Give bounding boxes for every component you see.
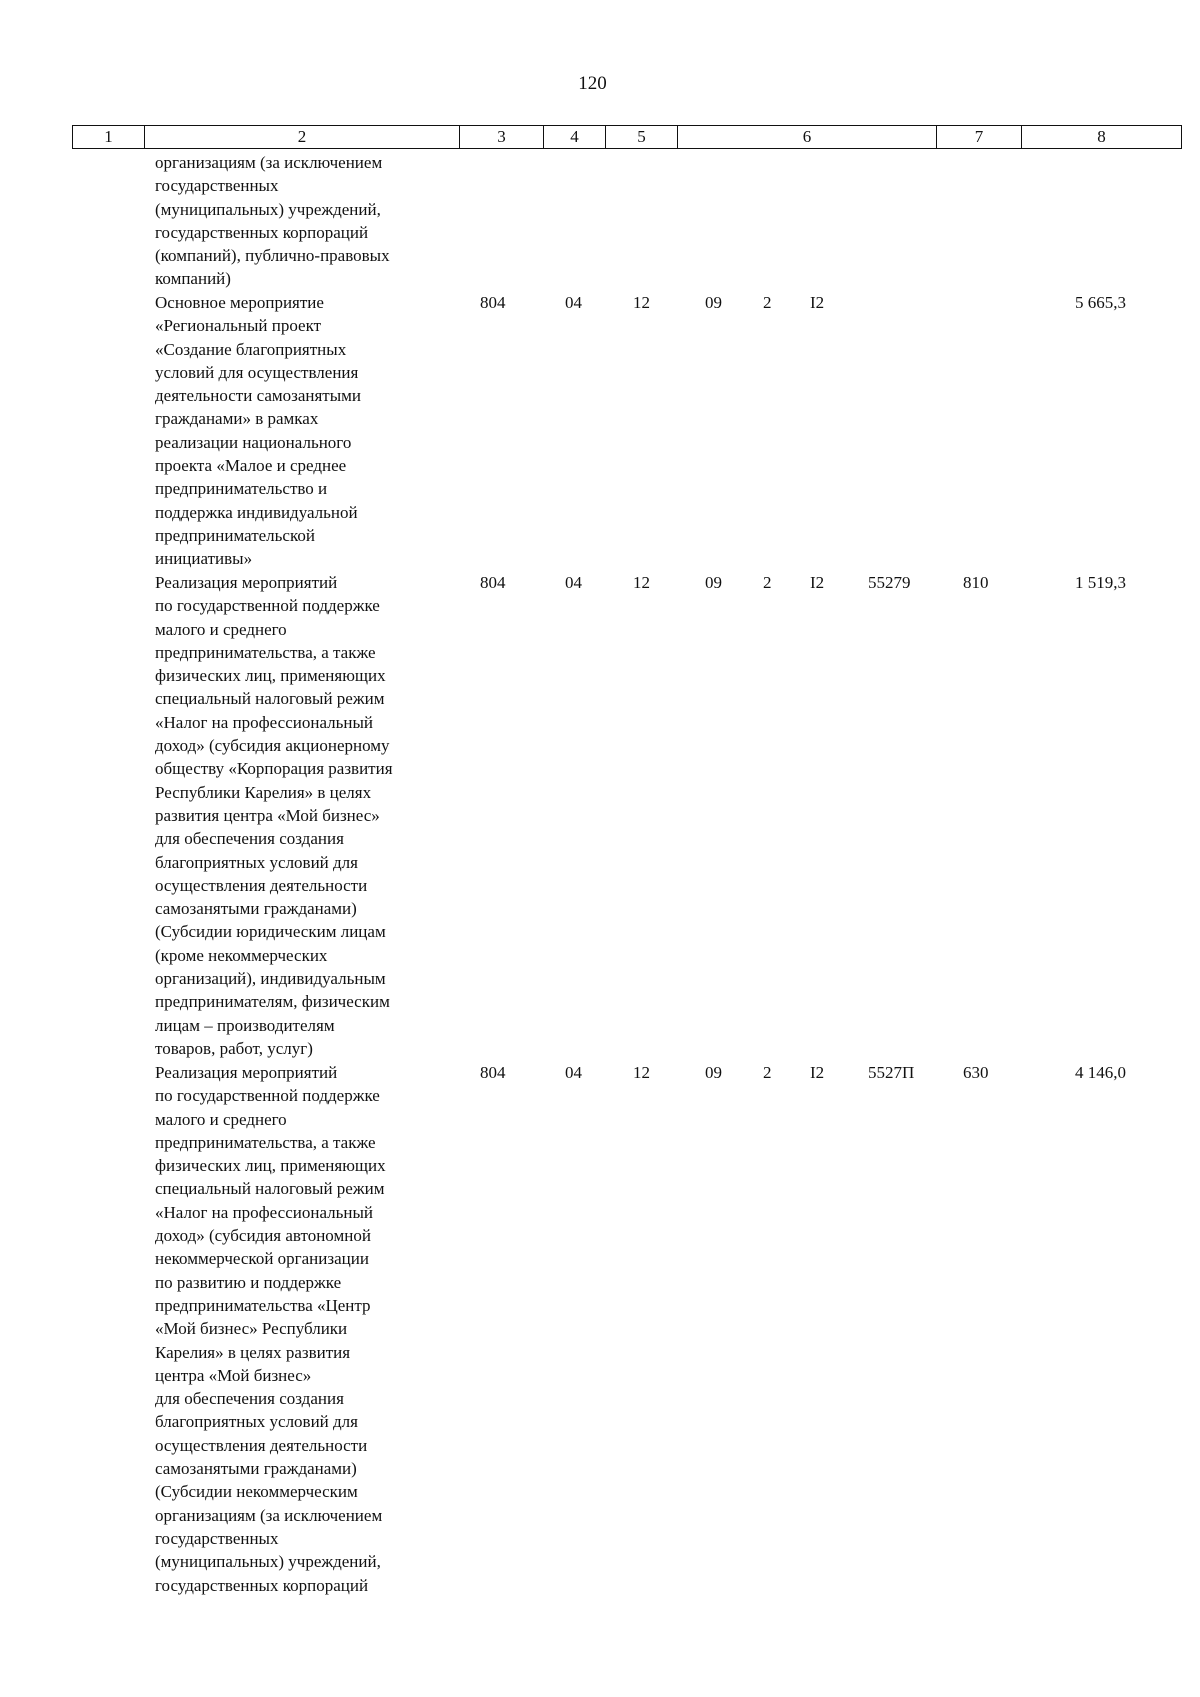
column-header-6: 6 — [677, 126, 936, 148]
section-code: 04 — [565, 573, 582, 592]
program-code: 09 — [705, 573, 722, 592]
subprogram-code: 2 — [763, 293, 772, 312]
ministry-code: 804 — [480, 573, 506, 592]
page-number: 120 — [578, 73, 607, 94]
column-header-5: 5 — [605, 126, 677, 148]
row-description: Основное мероприятие «Региональный проект «Создание благоприятных условий для осуществления деятельности самозанятыми гражданами» в рамках реализации национального проекта «Малое и среднее предпринимательство и поддержка индивидуальной предпринимательской инициативы» — [155, 293, 362, 569]
program-code: 09 — [705, 1063, 722, 1082]
row-description: Реализация мероприятий по государственной поддержке малого и среднего предпринимательства, а также физических лиц, применяющих специальный налоговый режим «Налог на профессиональный доход» (субсидия акционерному обществу «Корпорация развития Республики Карелия» в целях развития центра «Мой бизнес» для обеспечения создания благоприятных условий для осуществления деятельности самозанятыми гражданами) (Субсидии юридическим лицам (кроме некоммерческих организаций), индивидуальным предпринимателям, физическим лицам – производителям товаров, работ, услуг) — [155, 573, 393, 1058]
column-header-1: 1 — [104, 127, 113, 146]
event-code: I2 — [810, 573, 825, 592]
amount-value: 5 665,3 — [1075, 293, 1126, 312]
row-description: организациям (за исключением государственных (муниципальных) учреждений, государственных корпораций (компаний), публично-правовых компаний) — [155, 153, 390, 289]
column-header-3: 3 — [459, 126, 543, 148]
program-code: 09 — [705, 293, 722, 312]
direction-code: 5527П — [868, 1063, 915, 1082]
table-header-row — [72, 125, 1182, 149]
expense-type-code: 810 — [963, 573, 989, 592]
column-header-7: 7 — [936, 126, 1021, 148]
amount-value: 1 519,3 — [1075, 573, 1126, 592]
column-header-4: 4 — [543, 126, 605, 148]
subprogram-code: 2 — [763, 1063, 772, 1082]
amount-value: 4 146,0 — [1075, 1063, 1126, 1082]
event-code: I2 — [810, 1063, 825, 1082]
direction-code: 55279 — [868, 573, 911, 592]
expense-type-code: 630 — [963, 1063, 989, 1082]
subprogram-code: 2 — [763, 573, 772, 592]
subsection-code: 12 — [633, 1063, 650, 1082]
row-description: Реализация мероприятий по государственной поддержке малого и среднего предпринимательства, а также физических лиц, применяющих специальный налоговый режим «Налог на профессиональный доход» (субсидия автономной некоммерческой организации по развитию и поддержке предпринимательства «Центр «Мой бизнес» Республики Карелия» в целях развития центра «Мой бизнес» для обеспечения создания благоприятных условий для осуществления деятельности самозанятыми гражданами) (Субсидии некоммерческим организациям (за исключением государственных (муниципальных) учреждений, государственных корпораций — [155, 1063, 386, 1595]
subsection-code: 12 — [633, 573, 650, 592]
column-header-2: 2 — [144, 126, 459, 148]
section-code: 04 — [565, 293, 582, 312]
ministry-code: 804 — [480, 293, 506, 312]
subsection-code: 12 — [633, 293, 650, 312]
column-header-8: 8 — [1021, 126, 1181, 148]
section-code: 04 — [565, 1063, 582, 1082]
ministry-code: 804 — [480, 1063, 506, 1082]
event-code: I2 — [810, 293, 825, 312]
